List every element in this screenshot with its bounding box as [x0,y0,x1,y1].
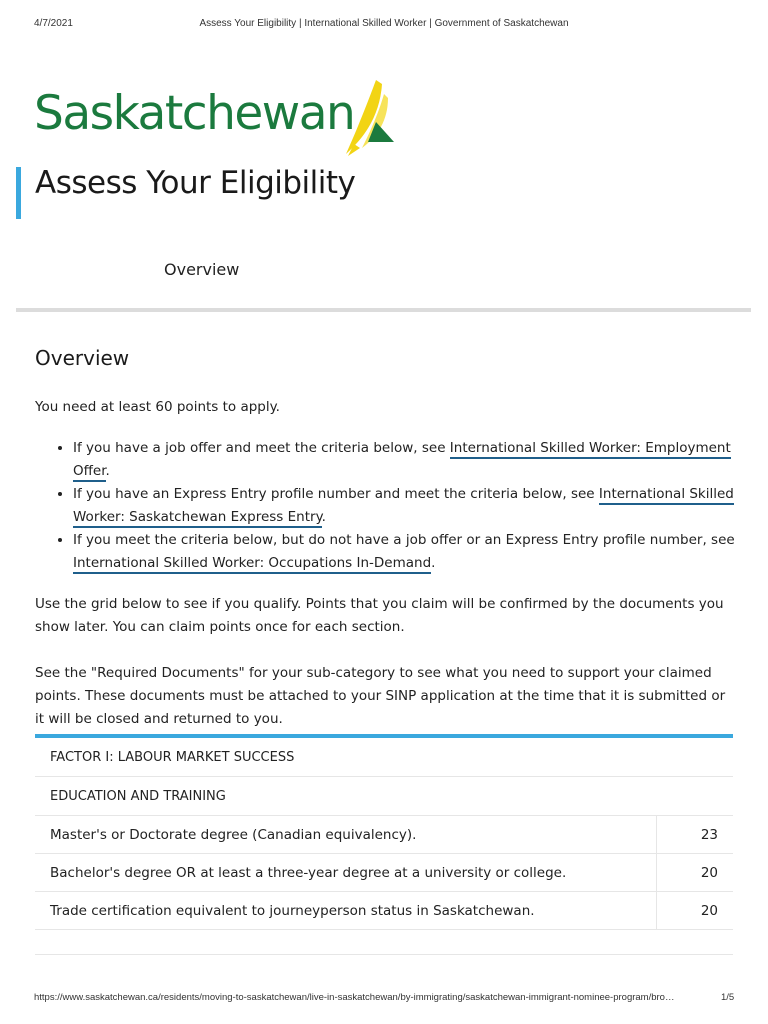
print-url: https://www.saskatchewan.ca/residents/moving-to-saskatchewan/live-in-saskatchewan/by-immigrating/saskatchewan-immigrant-nominee-program/bro… [34,992,675,1003]
criteria-points: 20 [700,902,718,919]
grid-instructions: Use the grid below to see if you qualify. Points that you claim will be confirmed by the documents you show later. You can claim points once for each section. [35,596,724,635]
table-row [35,816,733,854]
table-row [35,892,733,930]
page-title: Assess Your Eligibility [35,165,356,201]
print-page-number: 1/5 [721,992,735,1003]
factor-header-row [35,738,733,777]
table-row [35,854,733,892]
print-footer [0,992,768,1006]
logo-wordmark: Saskatchewan [34,86,355,141]
bullet-text: If you meet the criteria below, but do not have a job offer or an Express Entry profile number, see [73,532,735,548]
print-document-title: Assess Your Eligibility | International Skilled Worker | Government of Saskatchewan [199,18,569,29]
link-express-entry[interactable]: International Skilled Worker: Saskatchewan Express Entry [73,486,734,528]
required-documents-note: See the "Required Documents" for your sub-category to see what you need to support your claimed points. These documents must be attached to your SINP application at the time that it is submitted or it will be closed and returned to you. [35,665,726,727]
bullet-express-entry [73,483,735,529]
title-accent-bar [16,167,21,219]
section-title: Overview [35,346,130,370]
criteria-points: 23 [700,826,718,843]
points-grid-table [35,734,733,955]
eligibility-bullet-list [35,437,735,575]
criteria-points: 20 [700,864,718,881]
criteria-description: Trade certification equivalent to journeyperson status in Saskatchewan. [35,892,657,929]
bullet-text: If you have a job offer and meet the criteria below, see [73,440,450,456]
bullet-punctuation: . [321,509,326,525]
nav-divider [16,308,751,312]
subheader-row [35,777,733,816]
factor-header: FACTOR I: LABOUR MARKET SUCCESS [50,749,295,765]
bullet-employment-offer [73,437,735,483]
print-header [0,18,768,32]
intro-text: You need at least 60 points to apply. [35,399,280,415]
criteria-description: Bachelor's degree OR at least a three-year degree at a university or college. [35,854,657,891]
print-date: 4/7/2021 [34,18,73,29]
nav-link-overview[interactable]: Overview [164,260,240,279]
bullet-text: If you have an Express Entry profile number and meet the criteria below, see [73,486,599,502]
education-subheader: EDUCATION AND TRAINING [50,788,226,804]
bullet-occupations-in-demand [73,529,735,575]
link-occupations-in-demand[interactable]: International Skilled Worker: Occupations In-Demand [73,555,431,574]
bullet-punctuation: . [105,463,110,479]
wheat-leaf-icon [340,78,396,158]
saskatchewan-logo[interactable] [34,78,394,160]
table-row-empty [35,930,733,955]
overview-content [35,396,735,731]
link-employment-offer[interactable]: International Skilled Worker: Employment Offer [73,440,731,482]
criteria-description: Master's or Doctorate degree (Canadian equivalency). [35,816,657,853]
bullet-punctuation: . [431,555,436,571]
